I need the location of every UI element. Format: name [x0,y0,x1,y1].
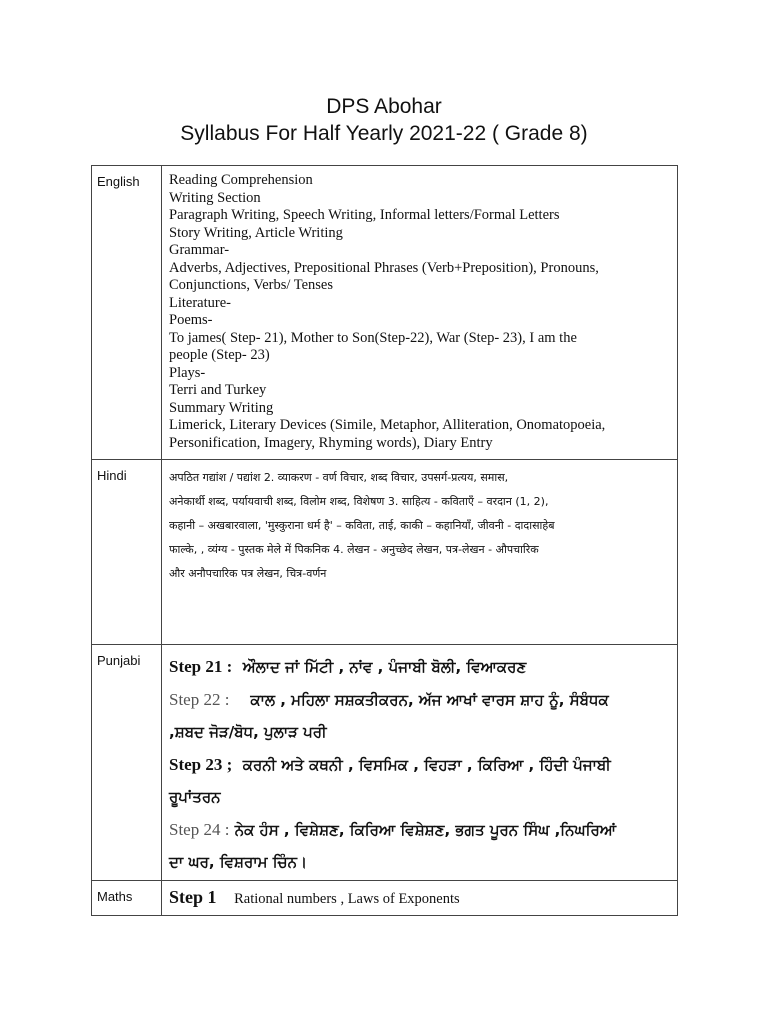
english-line: Poems- [169,312,213,328]
english-line: Writing Section [169,189,261,206]
table-row [92,460,678,645]
english-line: people (Step- 23) [169,347,270,363]
page-title: Syllabus For Half Yearly 2021-22 ( Grade 8) [180,122,588,145]
table-row [92,645,678,881]
punjabi-content [162,645,678,881]
table-row [92,881,678,916]
hindi-line: कहानी – अखबारवाला, 'मुस्कुराना धर्म है' – कविता, ताई, काकी – कहानियाँ, जीवनी - दादासाहेब [169,519,555,532]
punjabi-step [169,651,677,684]
punjabi-step-cont: ,ਸ਼ਬਦ ਜੋੜ/ਬੋਧ, ਪੁਲਾੜ ਪਰੀ [169,723,327,741]
hindi-line: अपठित गद्यांश / पद्यांश 2. व्याकरण - वर्ण विचार, शब्द विचार, उपसर्ग-प्रत्यय, समास, [169,471,509,484]
english-line: Summary Writing [169,399,274,416]
step-label: Step 24 : [169,819,230,839]
english-line: Personification, Imagery, Rhyming words), Diary Entry [169,434,493,451]
table-row [92,166,678,460]
hindi-content [162,460,678,645]
english-line: Grammar- [169,242,230,258]
syllabus-table [91,165,678,916]
english-line: Terri and Turkey [169,382,267,398]
subject-maths: Maths [92,881,162,916]
english-line: Paragraph Writing, Speech Writing, Informal letters/Formal Letters [169,207,560,223]
school-name: DPS Abohar [326,95,442,118]
step-label: Step 23 ; [169,754,233,774]
punjabi-step-cont: ਰੂਪਾਂਤਰਨ [169,788,221,806]
step-text: ਔਲਾਦ ਜਾਂ ਮਿੱਟੀ , ਨਾਂਵ , ਪੰਜਾਬੀ ਬੋਲੀ, ਵਿਆਕਰਣ [242,658,527,676]
english-content [162,166,678,460]
hindi-line: फाल्के, , व्यंग्य - पुस्तक मेले में पिकनिक 4. लेखन - अनुच्छेद लेखन, पत्र-लेखन - औपचारिक [169,543,539,556]
step-label: Step 1 [169,887,217,907]
punjabi-step [169,814,677,847]
step-text: ਕਰਨੀ ਅਤੇ ਕਥਨੀ , ਵਿਸਮਿਕ , ਵਿਹੜਾ , ਕਿਰਿਆ , ਹਿੰਦੀ ਪੰਜਾਬੀ [242,755,611,774]
maths-content [162,881,678,916]
english-line: Adverbs, Adjectives, Prepositional Phrases (Verb+Preposition), Pronouns, [169,259,599,276]
hindi-line: और अनौपचारिक पत्र लेखन, चित्र-वर्णन [169,567,327,580]
step-text: ਕਾਲ , ਮਹਿਲਾ ਸਸ਼ਕਤੀਕਰਨ, ਅੱਜ ਆਖਾਂ ਵਾਰਸ ਸ਼ਾਹ ਨੂੰ, ਸੰਬੰਧਕ [250,690,609,709]
subject-english: English [92,166,162,460]
step-text: Rational numbers , Laws of Exponents [234,891,460,907]
english-line: Plays- [169,364,206,381]
punjabi-step [169,749,677,782]
punjabi-step [169,684,677,717]
english-line: Reading Comprehension [169,172,313,188]
english-line: Literature- [169,294,231,311]
step-label: Step 22 : [169,689,230,709]
step-label: Step 21 : [169,657,233,676]
punjabi-step-cont: ਦਾ ਘਰ, ਵਿਸ਼ਰਾਮ ਚਿੰਨ। [169,853,308,871]
subject-hindi: Hindi [92,460,162,645]
english-line: Story Writing, Article Writing [169,224,343,241]
english-line: To james( Step- 21), Mother to Son(Step-22), War (Step- 23), I am the [169,329,577,346]
subject-punjabi: Punjabi [92,645,162,881]
english-line: Conjunctions, Verbs/ Tenses [169,277,333,293]
step-text: ਨੇਕ ਹੰਸ , ਵਿਸ਼ੇਸ਼ਣ, ਕਿਰਿਆ ਵਿਸ਼ੇਸ਼ਣ, ਭਗਤ ਪੂਰਨ ਸਿੰਘ ,ਨਿਘਰਿਆਂ [234,820,617,839]
hindi-line: अनेकार्थी शब्द, पर्यायवाची शब्द, विलोम शब्द, विशेषण 3. साहित्य - कविताएँ – वरदान (1, 2), [169,495,549,508]
english-line: Limerick, Literary Devices (Simile, Metaphor, Alliteration, Onomatopoeia, [169,417,606,433]
